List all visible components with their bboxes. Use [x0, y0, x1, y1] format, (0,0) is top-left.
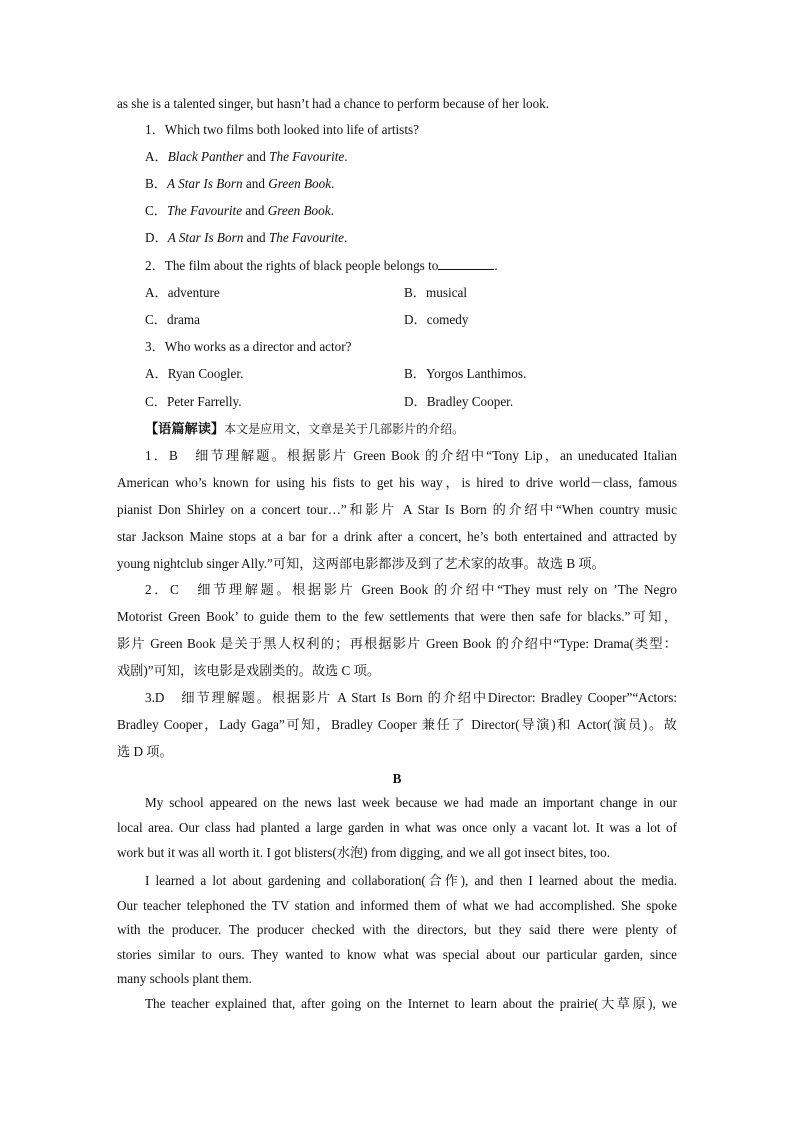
answer-line: Bradley Cooper，Lady Gaga”可知，Bradley Cooper 兼任了 Director(导演)和 Actor(演员)。故	[117, 717, 677, 732]
passage-b-line: local area. Our class had planted a large garden in what was once only a vacant lot. It was a lot of	[117, 820, 677, 835]
question-1-stem: 1．Which two films both looked into life of artists?	[145, 122, 419, 137]
answer-line: young nightclub singer Ally.”可知，这两部电影都涉及到了艺术家的故事。故选 B 项。	[117, 556, 605, 571]
question-2-option-c: C．drama	[145, 312, 200, 327]
question-3-option-c: C．Peter Farrelly.	[145, 394, 242, 409]
passage-b-line: I learned a lot about gardening and collaboration(合作), and then I learned about the media.	[145, 873, 677, 888]
question-3-option-b: B．Yorgos Lanthimos.	[404, 366, 527, 381]
question-1-option-b: B．A Star Is Born and Green Book.	[145, 176, 335, 191]
answer-line: star Jackson Maine stops at a bar for a drink after a concert, he’s both entertained and attracted by	[117, 529, 677, 544]
question-2-option-d: D．comedy	[404, 312, 469, 327]
answer-line: 戏剧)”可知，该电影是戏剧类的。故选 C 项。	[117, 663, 381, 678]
question-1-option-c: C．The Favourite and Green Book.	[145, 203, 334, 218]
answer-line: 3.D 细节理解题。根据影片 A Start Is Born 的介绍中Director: Bradley Cooper”“Actors:	[145, 690, 677, 705]
passage-b-line: with the producer. The producer checked with the directors, but they said there were plenty of	[117, 922, 677, 937]
question-2-option-a: A．adventure	[145, 285, 220, 300]
question-3-option-a: A．Ryan Coogler.	[145, 366, 244, 381]
answer-blank	[438, 256, 494, 270]
answer-line: 2．C 细节理解题。根据影片 Green Book 的介绍中“They must rely on ’The Negro	[145, 582, 677, 597]
question-3-option-d: D．Bradley Cooper.	[404, 394, 514, 409]
question-3-stem: 3．Who works as a director and actor?	[145, 339, 352, 354]
answer-line: Motorist Green Book’ to guide them to the few settlements that were then safe for blacks.”可知，	[117, 609, 677, 624]
passage-a-end: as she is a talented singer, but hasn’t had a chance to perform because of her look.	[117, 96, 550, 111]
question-1-option-d: D．A Star Is Born and The Favourite.	[145, 230, 348, 245]
passage-b-line: Our teacher telephoned the TV station and informed them of what we had accomplished. She spoke	[117, 898, 677, 913]
analysis-heading: 【语篇解读】本文是应用文，文章是关于几部影片的介绍。	[145, 421, 465, 436]
passage-b-line: stories similar to ours. They wanted to know what was special about our particular garden, since	[117, 947, 677, 962]
passage-b-line: work but it was all worth it. I got blisters(水泡) from digging, and we all got insect bites, too.	[117, 845, 610, 860]
answer-line: 影片 Green Book 是关于黑人权利的；再根据影片 Green Book 的介绍中“Type: Drama(类型：	[117, 636, 677, 651]
question-1-option-a: A．Black Panther and The Favourite.	[145, 149, 348, 164]
question-2-stem: 2．The film about the rights of black people belongs to .	[145, 258, 498, 273]
passage-b-line: The teacher explained that, after going on the Internet to learn about the prairie(大草原), we	[145, 996, 677, 1011]
answer-line: pianist Don Shirley on a concert tour…”和影片 A Star Is Born 的介绍中“When country music	[117, 502, 677, 517]
question-2-option-b: B．musical	[404, 285, 468, 300]
passage-b-line: My school appeared on the news last week because we had made an important change in our	[145, 795, 677, 810]
section-heading: B	[392, 771, 402, 786]
passage-b-line: many schools plant them.	[117, 971, 252, 986]
answer-line: American who’s known for using his fists to get his way，is hired to drive world－class, famous	[117, 475, 677, 490]
answer-line: 1．B 细节理解题。根据影片 Green Book 的介绍中“Tony Lip，an uneducated Italian	[145, 448, 677, 463]
answer-line: 选 D 项。	[117, 744, 173, 759]
